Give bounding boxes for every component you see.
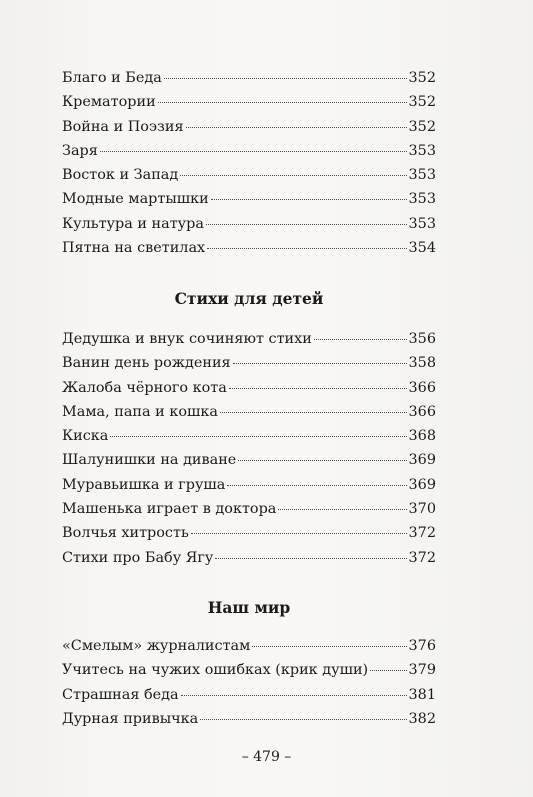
toc-entry-page: 381 <box>408 686 436 703</box>
dot-leader <box>207 248 406 249</box>
toc-entry-page: 376 <box>408 638 436 654</box>
section-heading: Наш мир <box>207 598 291 617</box>
toc-entry <box>62 327 436 351</box>
dot-leader <box>238 460 406 461</box>
toc-entry-title: Крематории <box>62 94 156 111</box>
dot-leader <box>164 78 407 79</box>
dot-leader <box>252 646 406 647</box>
dot-leader <box>181 695 407 696</box>
toc-entry-title: Страшная беда <box>62 686 179 703</box>
toc-entry <box>62 473 436 497</box>
toc-entry-title: Мама, папа и кошка <box>62 403 218 420</box>
toc-entry-title: Дедушка и внук сочиняют стихи <box>62 331 312 347</box>
dot-leader <box>220 412 407 413</box>
toc-entry <box>62 521 436 545</box>
toc-entry-title: Учитесь на чужих ошибках (крик души) <box>62 662 369 679</box>
toc-entry <box>62 187 436 211</box>
toc-entry <box>62 376 436 400</box>
toc-entry-title: Война и Поэзия <box>62 118 184 135</box>
toc-entry <box>62 634 436 658</box>
toc-entry-title: Машенька играет в доктора <box>62 501 277 518</box>
toc-section-continued <box>62 66 436 260</box>
toc-entry-page: 366 <box>408 379 436 396</box>
dot-leader <box>206 224 407 225</box>
toc-entry-page: 353 <box>408 215 436 232</box>
dot-leader <box>229 388 407 389</box>
dot-leader <box>227 485 406 486</box>
toc-entry-title: Дурная привычка <box>62 710 199 727</box>
toc-entry-page: 353 <box>408 191 436 208</box>
toc-entry-title: Волчья хитрость <box>62 525 189 542</box>
toc-entry <box>62 658 436 682</box>
dot-leader <box>370 670 406 671</box>
toc-entry <box>62 497 436 521</box>
toc-entry-title: «Смелым» журналистам <box>62 638 251 654</box>
dot-leader <box>180 175 406 176</box>
toc-entry-page: 368 <box>408 428 436 445</box>
dot-leader <box>100 151 407 152</box>
toc-entry-page: 353 <box>408 142 436 159</box>
toc-entry <box>62 115 436 139</box>
toc-entry <box>62 66 436 90</box>
toc-section-children <box>62 327 436 570</box>
toc-entry-title: Ванин день рождения <box>62 355 231 372</box>
toc-entry <box>62 683 436 707</box>
toc-entry-title: Восток и Запад <box>62 167 179 184</box>
toc-entry-title: Киска <box>62 428 109 445</box>
toc-entry-page: 352 <box>408 118 436 135</box>
toc-entry-title: Пятна на светилах <box>62 240 206 257</box>
toc-entry <box>62 90 436 114</box>
toc-entry <box>62 707 436 731</box>
toc-entry <box>62 546 436 570</box>
toc-entry <box>62 236 436 260</box>
toc-entry-page: 353 <box>408 167 436 184</box>
dot-leader <box>200 719 406 720</box>
toc-entry-page: 379 <box>408 662 436 679</box>
toc-entry-title: Благо и Беда <box>62 70 162 86</box>
toc-section-our-world <box>62 634 436 731</box>
toc-entry-title: Жалоба чёрного кота <box>62 379 227 396</box>
toc-entry <box>62 139 436 163</box>
toc-entry-page: 369 <box>408 452 436 469</box>
toc-entry-page: 372 <box>408 525 436 542</box>
dot-leader <box>191 533 407 534</box>
toc-entry-page: 356 <box>408 331 436 347</box>
dot-leader <box>215 558 406 559</box>
toc-entry <box>62 424 436 448</box>
page-number: – 479 – <box>241 749 292 765</box>
toc-entry-title: Заря <box>62 142 98 159</box>
dot-leader <box>314 339 407 340</box>
dot-leader <box>211 199 407 200</box>
toc-entry-page: 370 <box>408 501 436 518</box>
toc-entry-page: 372 <box>408 549 436 566</box>
toc-entry-page: 369 <box>408 476 436 493</box>
toc-entry-title: Муравьишка и груша <box>62 476 226 493</box>
section-heading: Стихи для детей <box>174 289 324 308</box>
dot-leader <box>233 363 407 364</box>
toc-entry-page: 382 <box>408 710 436 727</box>
toc-entry-page: 352 <box>408 94 436 111</box>
toc-entry-page: 352 <box>408 70 436 86</box>
toc-entry-title: Модные мартышки <box>62 191 209 208</box>
toc-entry <box>62 351 436 375</box>
dot-leader <box>278 509 406 510</box>
toc-entry-page: 358 <box>408 355 436 372</box>
toc-entry-page: 354 <box>408 240 436 257</box>
toc-entry <box>62 448 436 472</box>
dot-leader <box>110 436 406 437</box>
toc-entry-page: 366 <box>408 403 436 420</box>
dot-leader <box>158 102 407 103</box>
toc-entry <box>62 400 436 424</box>
toc-entry-title: Шалунишки на диване <box>62 452 237 469</box>
toc-entry <box>62 212 436 236</box>
toc-entry <box>62 163 436 187</box>
dot-leader <box>186 127 407 128</box>
toc-entry-title: Стихи про Бабу Ягу <box>62 549 214 566</box>
toc-entry-title: Культура и натура <box>62 215 204 232</box>
